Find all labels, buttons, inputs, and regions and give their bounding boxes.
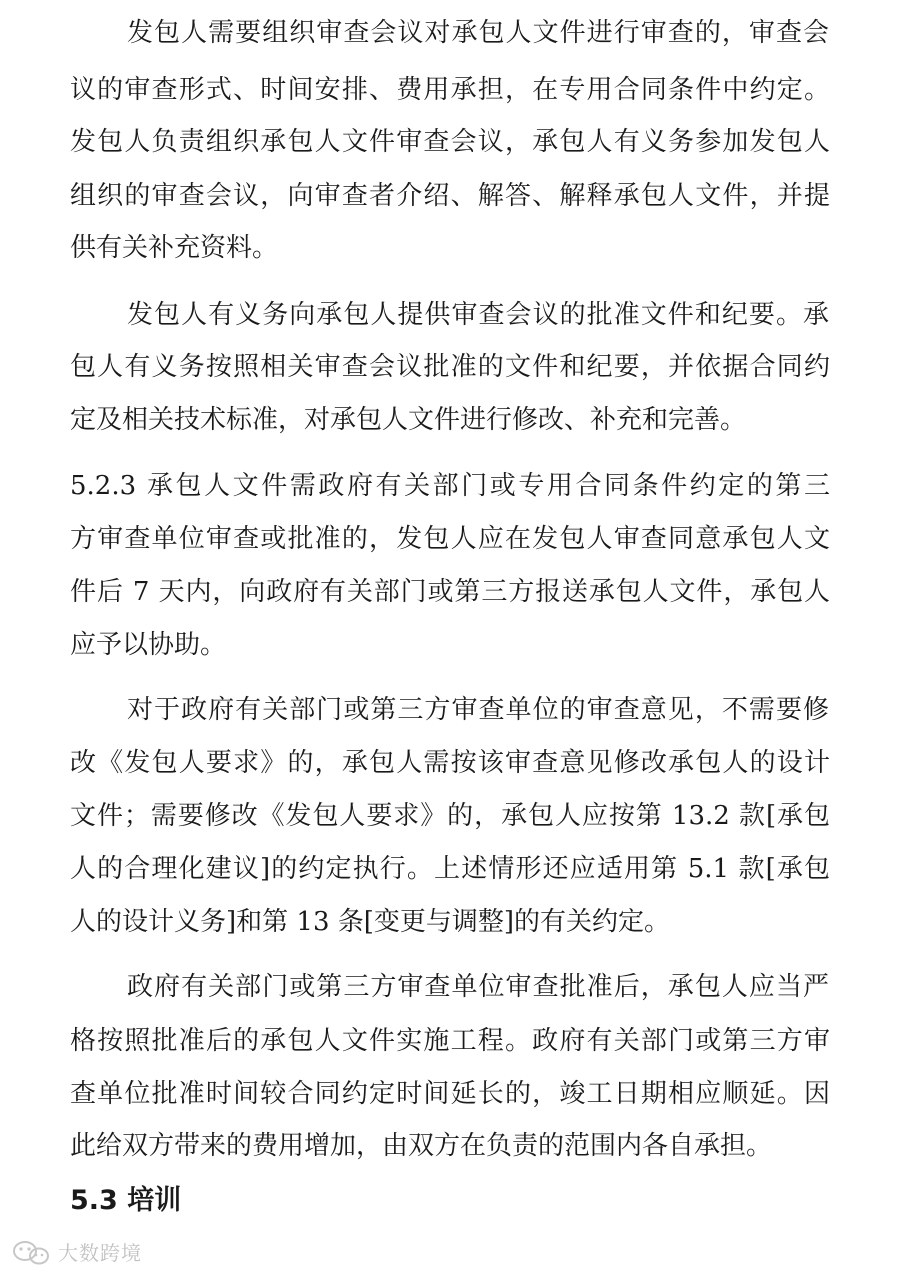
watermark (10, 1238, 160, 1268)
line-text: 发包人需要组织审查会议对承包人文件进行审查的，审查会 (127, 18, 829, 48)
line-text: 查单位批准时间较合同约定时间延长的，竣工日期相应顺延。因 (70, 1079, 830, 1109)
line-text: 人的设计义务]和第 13 条[变更与调整]的有关约定。 (70, 907, 671, 937)
line-text: 议的审查形式、时间安排、费用承担，在专用合同条件中约定。 (70, 75, 830, 105)
paragraph-3-line-3 (0, 572, 900, 612)
line-text: 改《发包人要求》的，承包人需按该审查意见修改承包人的设计 (70, 748, 830, 778)
line-text: 对于政府有关部门或第三方审查单位的审查意见，不需要修 (127, 695, 829, 725)
paragraph-5-line-3 (0, 1074, 900, 1114)
line-text: 方审查单位审查或批准的，发包人应在发包人审查同意承包人文 (70, 524, 830, 554)
paragraph-4-line-5 (0, 902, 900, 942)
section-heading (0, 1181, 900, 1221)
line-text: 包人有义务按照相关审查会议批准的文件和纪要，并依据合同约 (70, 352, 830, 382)
wechat-logo-icon (10, 1239, 56, 1267)
line-text: 政府有关部门或第三方审查单位审查批准后，承包人应当严 (127, 972, 829, 1002)
line-text: 发包人有义务向承包人提供审查会议的批准文件和纪要。承 (127, 300, 829, 330)
line-text: 人的合理化建议]的约定执行。上述情形还应适用第 5.1 款[承包 (70, 854, 830, 884)
paragraph-1-line-3 (0, 122, 900, 162)
paragraph-1-line-4 (0, 176, 900, 216)
paragraph-3-line-4 (0, 625, 900, 665)
line-text: 定及相关技术标准，对承包人文件进行修改、补充和完善。 (70, 405, 747, 435)
watermark-text: 大数跨境 (58, 1241, 142, 1265)
paragraph-5-line-1 (0, 967, 900, 1007)
paragraph-1-line-1 (0, 13, 900, 53)
line-text: 发包人负责组织承包人文件审查会议，承包人有义务参加发包人 (70, 127, 830, 157)
line-text: 5.2.3 承包人文件需政府有关部门或专用合同条件约定的第三 (70, 471, 830, 501)
line-text: 组织的审查会议，向审查者介绍、解答、解释承包人文件，并提 (70, 181, 830, 211)
line-text: 应予以协助。 (70, 630, 227, 660)
paragraph-4-line-2 (0, 743, 900, 783)
line-text: 件后 7 天内，向政府有关部门或第三方报送承包人文件，承包人 (70, 577, 830, 607)
paragraph-1-line-2 (0, 70, 900, 110)
line-text: 文件；需要修改《发包人要求》的，承包人应按第 13.2 款[承包 (70, 801, 830, 831)
paragraph-5-line-4 (0, 1126, 900, 1166)
paragraph-5-line-2 (0, 1021, 900, 1061)
paragraph-2-line-3 (0, 400, 900, 440)
paragraph-2-line-2 (0, 347, 900, 387)
line-text: 此给双方带来的费用增加，由双方在负责的范围内各自承担。 (70, 1131, 773, 1161)
paragraph-3-line-1 (0, 466, 900, 506)
section-heading-text: 5.3 培训 (70, 1185, 182, 1216)
line-text: 供有关补充资料。 (70, 233, 279, 263)
paragraph-4-line-4 (0, 849, 900, 889)
paragraph-1-line-5 (0, 228, 900, 268)
line-text: 格按照批准后的承包人文件实施工程。政府有关部门或第三方审 (70, 1026, 830, 1056)
paragraph-4-line-3 (0, 796, 900, 836)
paragraph-4-line-1 (0, 690, 900, 730)
paragraph-2-line-1 (0, 295, 900, 335)
paragraph-3-line-2 (0, 519, 900, 559)
